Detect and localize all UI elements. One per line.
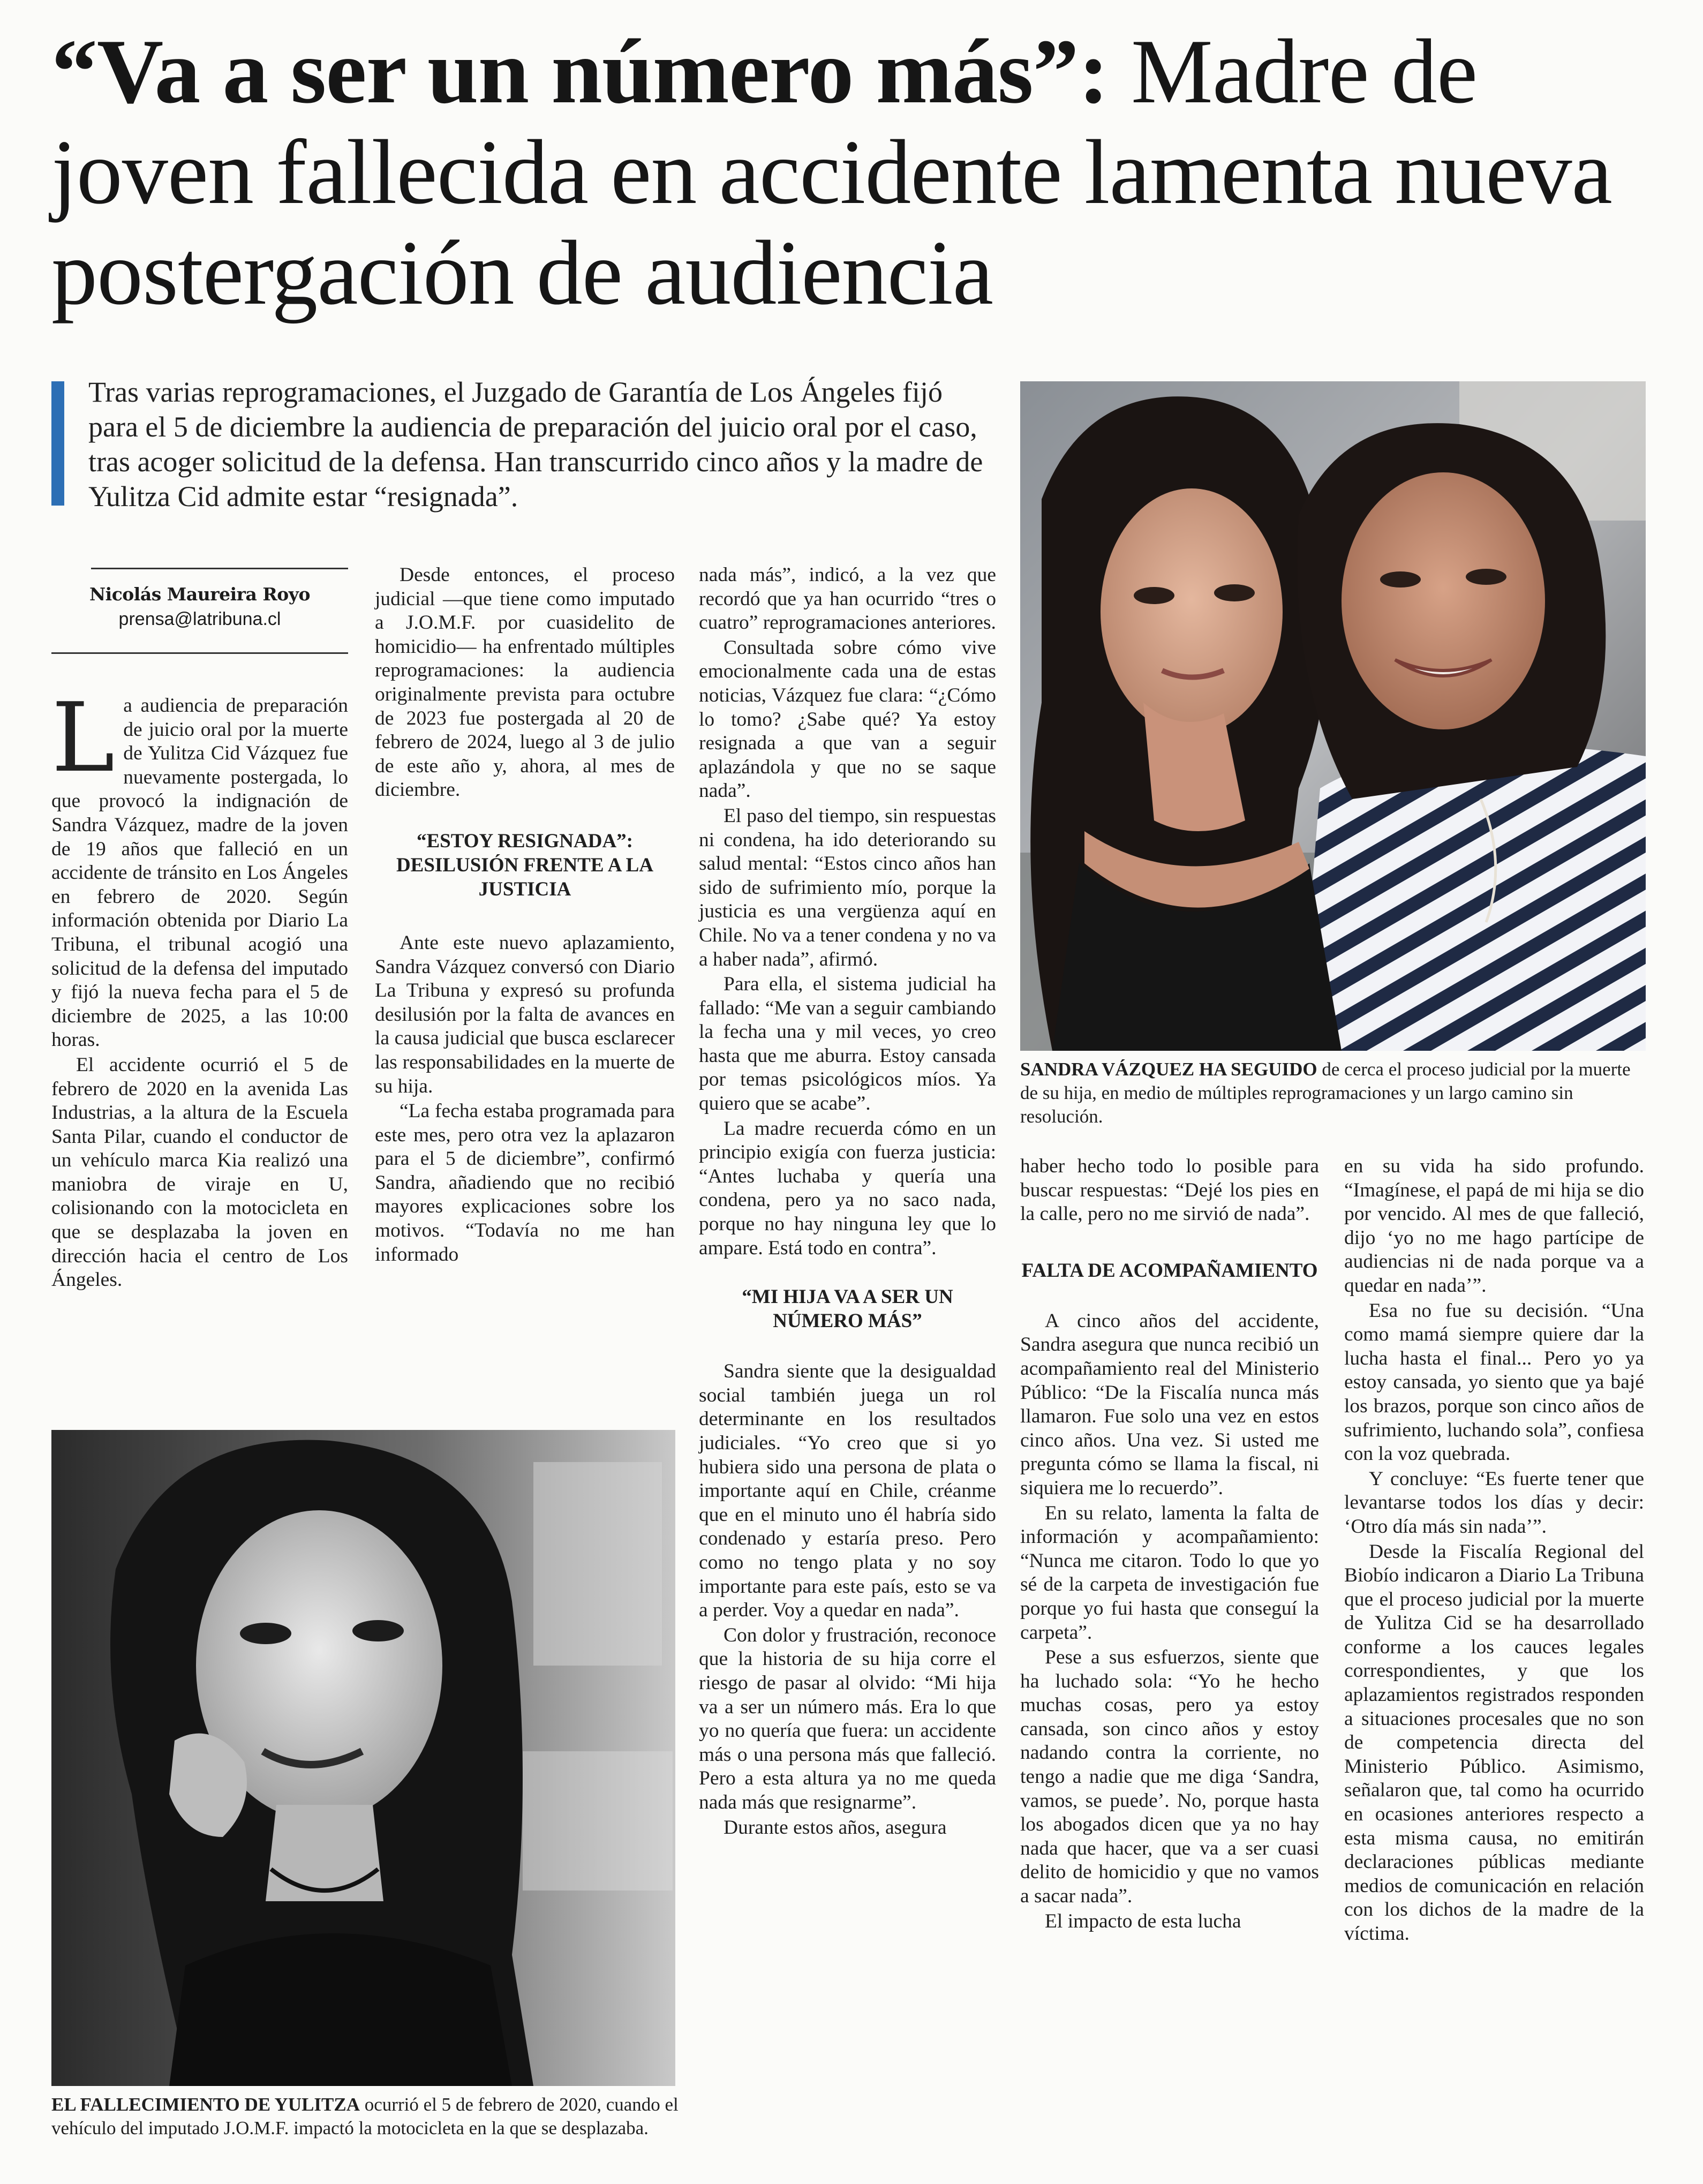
column-2	[375, 563, 675, 1268]
paragraph: Durante estos años, asegura	[724, 1816, 947, 1839]
paragraph: Para ella, el sistema judicial ha fallado: “Me van a seguir cambiando la fecha una y mil veces, yo creo hasta que me aburra. Estoy cansada por temas psicológicos míos. Ya quiero que se acabe”.	[699, 973, 996, 1115]
paragraph: La audiencia de preparación de juicio oral por la muerte de Yulitza Cid Vázquez fue nuevamente postergada, lo que provocó la indignación de Sandra Vázquez, madre de la joven de 19 años que falleció en un accidente de tránsito en Los Ángeles en febrero de 2020. Según información obtenida por Diario La Tribuna, el tribunal acogió una solicitud de la defensa del imputado y fijó la nueva fecha para el 5 de diciembre de 2025, a las 10:00 horas.	[51, 682, 348, 1051]
column-4	[1020, 1155, 1319, 1934]
paragraph: haber hecho todo lo posible para buscar respuestas: “Dejé los pies en la calle, pero no me sirvió de nada”.	[1020, 1155, 1319, 1225]
paragraph: Desde entonces, el proceso judicial —que tiene como imputado a J.O.M.F. por cuasidelito de homicidio— ha enfrentado múltiples reprogramaciones: la audiencia originalmente prevista para octubre de 2023 fue postergada al 20 de febrero de 2024, luego al 3 de julio de este año y, ahora, al mes de diciembre.	[375, 564, 675, 801]
paragraph: La madre recuerda cómo en un principio exigía con fuerza justicia: “Antes luchaba y quería una condena, pero ya no saco nada, porque no hay ninguna ley que lo ampare. Está todo en contra”.	[699, 1117, 996, 1259]
paragraph: Pese a sus esfuerzos, siente que ha luchado sola: “Yo he hecho muchas cosas, pero ya estoy cansada, son cinco años y estoy nadando contra la corriente, no tengo a nadie que me diga ‘Sandra, vamos, se puede’. No, porque hasta los abogados dicen que ya no hay nada que hacer, que va a ser cuasi delito de homicidio y que no vamos a sacar nada”.	[1020, 1646, 1319, 1908]
paragraph: El accidente ocurrió el 5 de febrero de 2020 en la avenida Las Industrias, a la altura de la Escuela Santa Pilar, cuando el conductor de un vehículo marca Kia realizó una maniobra de viraje en U, colisionando con la motocicleta en que se desplazaba la joven en dirección hacia el centro de Los Ángeles.	[51, 1053, 348, 1291]
headline-rest: Madre de joven fallecida en accidente lamenta nueva postergación de audiencia	[51, 21, 1612, 324]
subhead-estoy-resignada: “ESTOY RESIGNADA”: DESILUSIÓN FRENTE A LA JUSTICIA	[396, 830, 654, 900]
caption-yulitza-text: ocurrió el 5 de febrero de 2020, cuando el vehículo del imputado J.O.M.F. impactó la motocicleta en la que se desplazaba.	[51, 2094, 679, 2138]
column-3	[699, 563, 996, 1841]
column-1	[51, 682, 348, 1293]
paragraph: nada más”, indicó, a la vez que recordó que ya han ocurrido “tres o cuatro” reprogramaciones anteriores.	[699, 564, 996, 634]
lead-accent-bar	[51, 381, 64, 506]
paragraph: Sandra siente que la desigualdad social también juega un rol determinante en los resultados judiciales. “Yo creo que si yo hubiera sido una persona de plata o importante aquí en Chile, créanme que en el minuto uno él habría sido condenado y estaría preso. Pero como no tengo plata y no soy importante para este país, esto se va a perder. Voy a quedar en nada”.	[699, 1360, 996, 1622]
paragraph: El impacto de esta lucha	[1045, 1910, 1241, 1932]
paragraph: en su vida ha sido profundo. “Imagínese, el papá de mi hija se dio por vencido. Al mes de que falleció, dijo ‘yo no me hago partícipe de audiencias ni de nada porque va a quedar en nada’”.	[1344, 1155, 1644, 1297]
caption-yulitza-lead: EL FALLECIMIENTO DE YULITZA	[51, 2094, 360, 2115]
byline-rule-bottom	[51, 652, 348, 654]
caption-yulitza-photo	[51, 2093, 683, 2140]
paragraph: “La fecha estaba programada para este mes, pero otra vez la aplazaron para el 5 de diciembre”, confirmó Sandra, añadiendo que no recibió mayores explicaciones sobre los motivos. “Todavía no me han informado	[375, 1100, 675, 1266]
photo-yulitza	[51, 1430, 675, 2086]
paragraph: A cinco años del accidente, Sandra asegura que nunca recibió un acompañamiento real del Ministerio Público: “De la Fiscalía nunca más llamaron. Fue solo una vez en estos cinco años. Una vez. Si usted me pregunta cómo se llama la fiscal, ni siquiera me lo recuerdo”.	[1020, 1309, 1319, 1499]
paragraph: Consultada sobre cómo vive emocionalmente cada una de estas noticias, Vázquez fue clara: “¿Cómo lo tomo? ¿Sabe qué? Ya estoy resignada a que van a seguir aplazándola y que no se saque nada”.	[699, 636, 996, 802]
caption-main-photo	[1020, 1058, 1646, 1128]
paragraph: En su relato, lamenta la falta de información y acompañamiento: “Nunca me citaron. Todo lo que yo sé de la carpeta de investigación fue porque yo fui hasta que conseguí la carpeta”.	[1020, 1502, 1319, 1644]
column-5	[1344, 1155, 1644, 1947]
lead-paragraph: Tras varias reprogramaciones, el Juzgado de Garantía de Los Ángeles fijó para el 5 de diciembre la audiencia de preparación del juicio oral por el caso, tras acoger solicitud de la defensa. Han transcurrido cinco años y la madre de Yulitza Cid admite estar “resignada”.	[88, 376, 983, 513]
subhead-numero-mas: “MI HIJA VA A SER UN NÚMERO MÁS”	[742, 1286, 953, 1332]
paragraph: Ante este nuevo aplazamiento, Sandra Vázquez conversó con Diario La Tribuna y expresó su profunda desilusión por la falta de avances en la causa judicial que busca esclarecer las responsabilidades en la muerte de su hija.	[375, 931, 675, 1097]
byline-name: Nicolás Maureira Royo	[89, 584, 310, 605]
paragraph: El paso del tiempo, sin respuestas ni condena, ha ido deteriorando su salud mental: “Estos cinco años han sido de sufrimiento mío, porque la justicia es una vergüenza aquí en Chile. No va a tener condena y no va a haber nada”, afirmó.	[699, 804, 997, 970]
caption-main-lead: SANDRA VÁZQUEZ HA SEGUIDO	[1020, 1059, 1317, 1080]
subhead-falta-acompanamiento: FALTA DE ACOMPAÑAMIENTO	[1021, 1259, 1318, 1282]
photo-mother-and-daughter	[1020, 381, 1646, 1051]
paragraph: Desde la Fiscalía Regional del Biobío indicaron a Diario La Tribuna que el proceso judicial por la muerte de Yulitza Cid se ha desarrollado conforme a los cauces legales correspondientes, y que los aplazamientos registrados responden a situaciones procesales que no son de competencia directa del Ministerio Público. Asimismo, señalaron que, tal como ha ocurrido en ocasiones anteriores respecto a esta misma causa, no emitirán declaraciones públicas mediante medios de comunicación en relación con los dichos de la madre de la víctima.	[1344, 1540, 1644, 1945]
byline-email: prensa@latribuna.cl	[118, 609, 281, 629]
byline-rule-top	[91, 568, 348, 569]
caption-main-text: de cerca el proceso judicial por la muerte de su hija, en medio de múltiples reprogramaciones y un largo camino sin resolución.	[1020, 1059, 1631, 1127]
headline	[51, 21, 1663, 323]
drop-cap: L	[51, 682, 115, 793]
paragraph: Esa no fue su decisión. “Una como mamá siempre quiere dar la lucha hasta el final... Pero yo ya estoy cansada, yo siento que ya bajé los brazos, porque son cinco años de sufrimiento, luchando sola”, confiesa con la voz quebrada.	[1344, 1299, 1644, 1465]
paragraph: Con dolor y frustración, reconoce que la historia de su hija corre el riesgo de pasar al olvido: “Mi hija va a ser un número más. Era lo que yo no quería que fuera: un accidente más o una persona más que falleció. Pero a esta altura ya no me queda nada más que resignarme”.	[699, 1624, 996, 1813]
paragraph: Y concluye: “Es fuerte tener que levantarse todos los días y decir: ‘Otro día más sin nada’”.	[1344, 1467, 1644, 1538]
headline-bold: “Va a ser un número más”:	[51, 21, 1109, 123]
